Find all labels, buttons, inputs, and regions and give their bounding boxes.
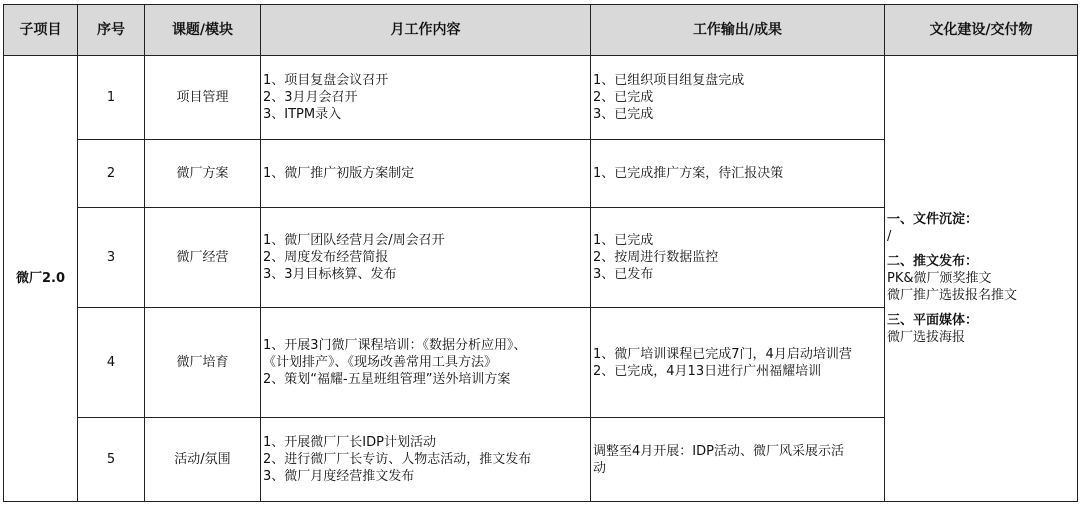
output-line: 动: [593, 460, 607, 476]
row-content: [261, 140, 591, 208]
row-module: 微厂方案: [145, 140, 261, 208]
row-output: [591, 418, 885, 502]
content-line: 1、微厂团队经营月会/周会召开: [263, 233, 445, 248]
content-line: 2、3月月会召开: [263, 90, 358, 105]
row-number: 5: [78, 418, 145, 502]
header-row: [4, 5, 1078, 56]
deliverables-section-title: 三、平面媒体：: [887, 313, 979, 328]
row-content: [261, 308, 591, 418]
header-deliverables: 文化建设/交付物: [885, 5, 1078, 56]
content-line: 1、开展微厂厂长IDP计划活动: [263, 435, 436, 450]
output-line: 1、微厂培训课程已完成7门，4月启动培训营: [593, 346, 852, 362]
deliverables-section-title: 一、文件沉淀：: [887, 212, 979, 227]
output-line: 2、已完成: [593, 90, 654, 105]
output-line: 1、已完成推广方案，待汇报决策: [593, 166, 784, 181]
row-content: [261, 418, 591, 502]
deliverables-item: 微厂推广选拔报名推文: [887, 288, 1018, 303]
output-line: 3、已发布: [593, 267, 654, 282]
row-module: 活动/氛围: [145, 418, 261, 502]
monthly-work-table: [3, 4, 1078, 502]
row-content: [261, 208, 591, 308]
row-output: [591, 140, 885, 208]
deliverables-item: /: [887, 229, 892, 244]
row-number: 2: [78, 140, 145, 208]
deliverables-section-title: 二、推文发布：: [887, 254, 979, 269]
output-line: 2、已完成，4月13日进行广州福耀培训: [593, 363, 822, 379]
content-line: 2、进行微厂厂长专访、人物志活动，推文发布: [263, 452, 532, 467]
deliverables-item: 微厂选拔海报: [887, 330, 966, 345]
output-line: 3、已完成: [593, 107, 654, 122]
content-line: 3、ITPM录入: [263, 107, 342, 122]
row-module: 微厂经营: [145, 208, 261, 308]
row-output: [591, 308, 885, 418]
row-module: 项目管理: [145, 56, 261, 140]
row-output: [591, 56, 885, 140]
header-subproject: 子项目: [4, 5, 78, 56]
content-line: 1、项目复盘会议召开: [263, 73, 389, 88]
row-module: 微厂培育: [145, 308, 261, 418]
table-row: [4, 56, 1078, 140]
output-line: 1、已完成: [593, 233, 654, 248]
content-line: 2、策划“福耀-五星班组管理”送外培训方案: [263, 372, 511, 387]
subproject-cell: 微厂2.0: [4, 56, 78, 502]
row-number: 4: [78, 308, 145, 418]
content-line: 《计划排产》、《现场改善常用工具方法》: [263, 355, 498, 370]
row-output: [591, 208, 885, 308]
output-line: 2、按周进行数据监控: [593, 250, 719, 265]
output-line: 1、已组织项目组复盘完成: [593, 73, 745, 88]
header-monthly-content: 月工作内容: [261, 5, 591, 56]
content-line: 1、微厂推广初版方案制定: [263, 166, 415, 181]
content-line: 3、3月目标核算、发布: [263, 267, 397, 282]
header-module: 课题/模块: [145, 5, 261, 56]
content-line: 1、开展3门微厂课程培训：《数据分析应用》、: [263, 338, 527, 353]
header-output: 工作输出/成果: [591, 5, 885, 56]
header-number: 序号: [78, 5, 145, 56]
content-line: 3、微厂月度经营推文发布: [263, 469, 415, 484]
deliverables-cell: [885, 56, 1078, 502]
output-line: 调整至4月开展：IDP活动、微厂风采展示活: [593, 443, 844, 459]
row-number: 1: [78, 56, 145, 140]
deliverables-item: PK&微厂颁奖推文: [887, 271, 992, 286]
row-content: [261, 56, 591, 140]
content-line: 2、周度发布经营简报: [263, 250, 389, 265]
row-number: 3: [78, 208, 145, 308]
